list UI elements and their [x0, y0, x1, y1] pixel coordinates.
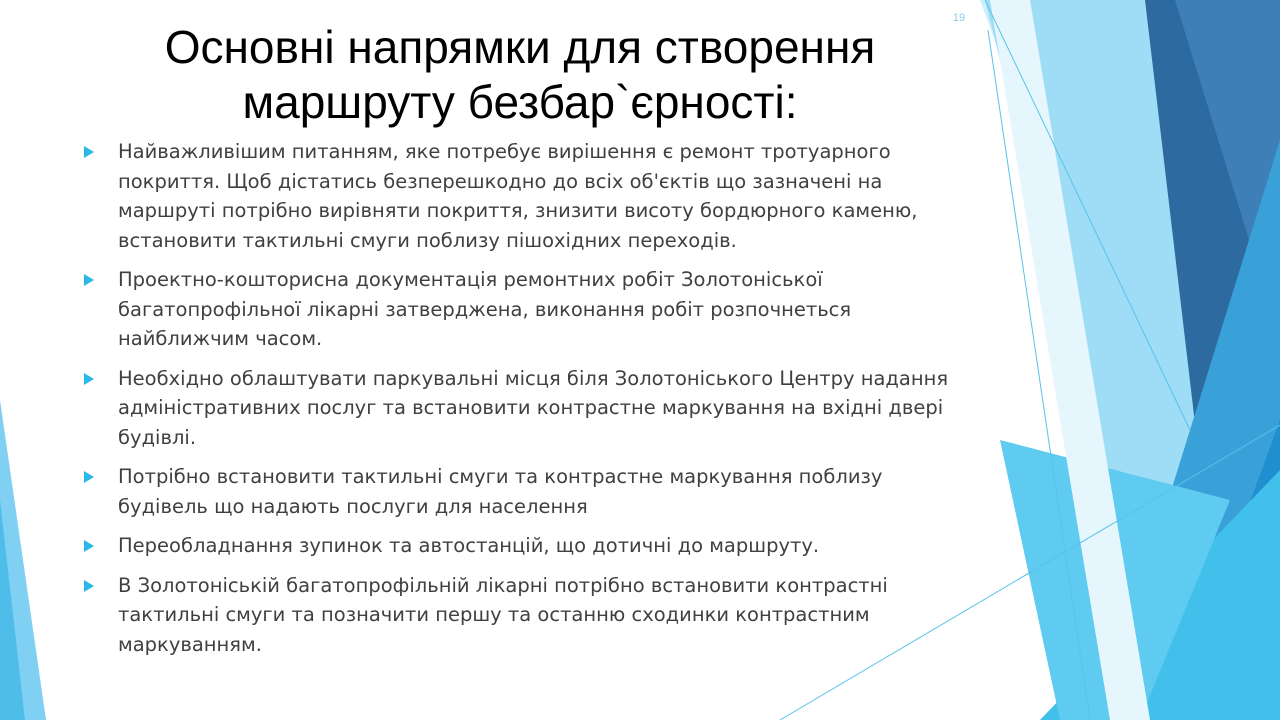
- slide-number: 19: [952, 12, 966, 24]
- bullet-item: [84, 137, 964, 255]
- bullet-item: [84, 462, 964, 521]
- bullet-text: Найважливішим питанням, яке потребує вирішення є ремонт тротуарного покриття. Щоб дістатись безперешкодно до всіх об'єктів що зазначені на маршруті потрібно вирівняти покриття, знизити висоту бордюрного каменю, встановити тактильні смуги поблизу пішохідних переходів.: [118, 140, 918, 252]
- bullet-text: Проектно-кошторисна документація ремонтних робіт Золотоніської багатопрофільної лікарні затверджена, виконання робіт розпочнеться найближчим часом.: [118, 268, 852, 350]
- slide-title: Основні напрямки для створення маршруту безбар`єрності:: [164, 21, 876, 128]
- triangle-bullet-icon: [84, 373, 94, 385]
- bullet-item: [84, 364, 964, 453]
- triangle-bullet-icon: [84, 580, 94, 592]
- triangle-bullet-icon: [84, 146, 94, 158]
- bullet-text: Потрібно встановити тактильні смуги та контрастне маркування поблизу будівель що надають послуги для населення: [118, 465, 883, 518]
- bullet-item: [84, 265, 964, 354]
- bullet-item: [84, 571, 964, 660]
- bullet-text: Переобладнання зупинок та автостанцій, що дотичні до маршруту.: [118, 534, 820, 557]
- bullet-text: Необхідно облаштувати паркувальні місця біля Золотоніського Центру надання адміністративних послуг та встановити контрастне маркування на вхідні двері будівлі.: [118, 366, 949, 449]
- triangle-bullet-icon: [84, 274, 94, 286]
- bullet-list: [84, 137, 964, 669]
- triangle-bullet-icon: [84, 471, 94, 483]
- bullet-item: [84, 531, 964, 561]
- triangle-bullet-icon: [84, 540, 94, 552]
- bullet-text: В Золотоніській багатопрофільній лікарні потрібно встановити контрастні тактильні смуги та позначити першу та останню сходинки контрастним маркуванням.: [118, 573, 888, 656]
